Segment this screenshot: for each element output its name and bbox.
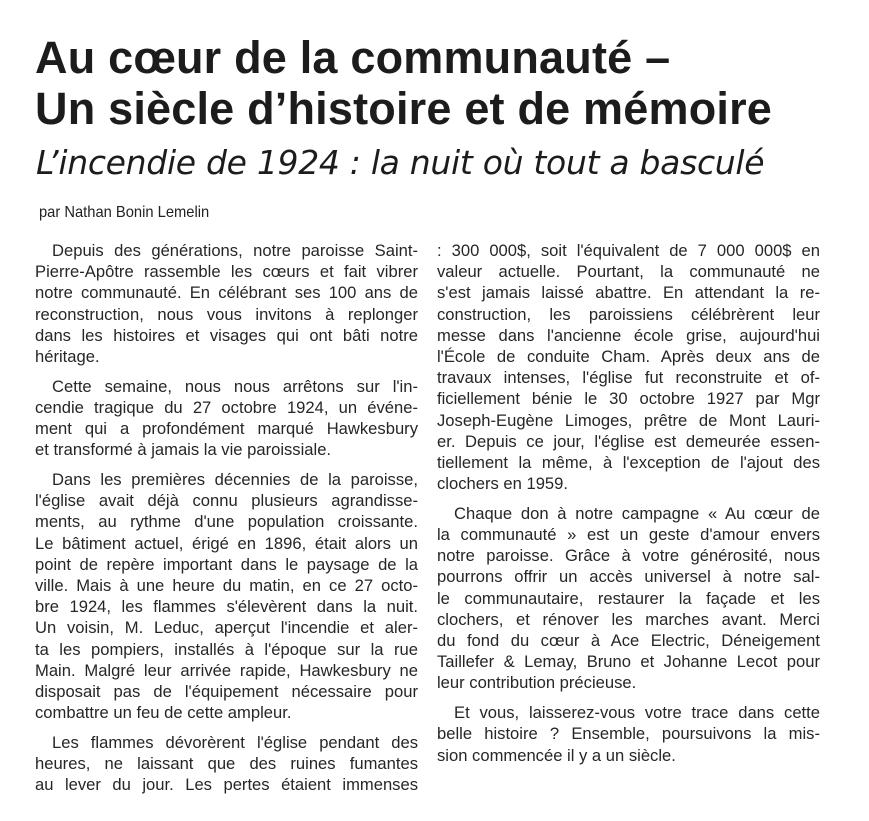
paragraph-line: cendie tragique du 27 octobre 1924, un événe- [35,397,418,417]
paragraph-line: ment qui a profondément marqué Hawkesbury [35,419,418,439]
paragraph [35,732,418,796]
paragraph-line: Taillefer & Lemay, Bruno et Johanne Lecot pour [437,652,820,672]
paragraph-line: la communauté » est un geste d'amour envers [437,525,820,545]
paragraph-line: notre communauté. En célébrant ses 100 ans de [35,283,418,303]
paragraph-line: Joseph-Eugène Limoges, prêtre de Mont Lauri- [437,410,820,430]
paragraph-line: ville. Mais à une heure du matin, en ce 27 octo- [35,576,418,595]
article-title-line-1: Au cœur de la communauté – [35,32,671,83]
paragraph-line: valeur actuelle. Pourtant, la communauté ne [437,262,820,282]
paragraph-line: clochers en 1959. [437,474,568,494]
paragraph-line: Cette semaine, nous nous arrêtons sur l'in- [52,376,418,396]
article-title [35,32,772,134]
paragraph-line: pourrons offrir un accès universel à notre sal- [437,567,820,587]
paragraph-line: bre 1924, les flammes s'élevèrent dans la nuit. [35,597,418,617]
paragraph-line: s'est jamais laissé abattre. En attendant la re- [437,283,820,303]
paragraph-line: ments, au rythme d'une population croissante. [35,512,418,532]
paragraph-line: dans les histoires et visages qui ont bâti notre [35,325,418,345]
paragraph-line: : 300 000$, soit l'équivalent de 7 000 000$ en [437,241,820,260]
paragraph-line: Et vous, laisserez-vous votre trace dans cette [454,703,820,723]
paragraph-line: Chaque don à notre campagne « Au cœur de [454,503,820,523]
paragraph-line: sion commencée il y a un siècle. [437,745,676,765]
paragraph-line: notre paroisse. Grâce à votre générosité, nous [437,546,820,566]
paragraph-line: reconstruction, nous vous invitons à replonger [35,304,418,324]
paragraph-line: point de repère important dans le paysage de la [35,554,418,574]
paragraph-line: belle histoire ? Ensemble, poursuivons la mis- [437,724,820,744]
text-column-right [437,240,820,774]
paragraph [437,503,820,694]
paragraph-line: Pierre-Apôtre rassemble les cœurs et fait vibrer [35,262,418,282]
paragraph-line: tiellement la même, à l'exception de l'ajout des [437,452,820,472]
paragraph-line: Un voisin, M. Leduc, aperçut l'incendie et aler- [35,618,418,638]
paragraph-line: du fond du cœur à Ace Electric, Déneigement [437,630,820,650]
paragraph [437,702,820,766]
paragraph-line: Main. Malgré leur arrivée rapide, Hawkesbury ne [35,660,418,680]
paragraph-line: Les flammes dévorèrent l'église pendant des [52,732,418,752]
paragraph-line: au lever du jour. Les pertes étaient immenses [35,775,418,795]
paragraph [35,240,418,367]
paragraph-line: l'École de conduite Cham. Après deux ans de [437,346,820,366]
paragraph-line: ficiellement bénie le 30 octobre 1927 par Mgr [437,389,820,409]
paragraph-line: clochers, et rénover les marches avant. Merci [437,609,820,629]
article-subtitle: L’incendie de 1924 : la nuit où tout a basculé [36,143,765,182]
paragraph-line: Le bâtiment actuel, érigé en 1896, était alors un [35,533,418,553]
paragraph [35,376,418,461]
paragraph-line: messe dans l'ancienne école grise, aujourd'hui [437,325,820,345]
paragraph-line: et transformé à jamais la vie paroissiale. [35,440,332,460]
text-column-left [35,240,418,804]
paragraph-line: heures, ne laissant que des ruines fumantes [35,754,418,774]
paragraph-line: construction, les paroissiens célébrèrent leur [437,304,820,324]
paragraph-line: leur contribution précieuse. [437,673,637,693]
paragraph-line: disposait pas de l'équipement nécessaire pour [35,681,418,701]
paragraph-line: le communautaire, restaurer la façade et les [437,588,820,608]
paragraph-line: combattre un feu de cette ampleur. [35,703,292,723]
paragraph-line: er. Depuis ce jour, l'église est demeurée essen- [437,431,820,451]
article-byline: par Nathan Bonin Lemelin [39,204,210,221]
paragraph-line: travaux intenses, l'église fut reconstruite et of- [437,368,820,388]
paragraph [35,469,418,723]
article-title-line-2: Un siècle d’histoire et de mémoire [35,83,773,134]
paragraph [437,240,820,494]
paragraph-line: l'église avait déjà connu plusieurs agrandisse- [35,491,418,511]
paragraph-line: Depuis des générations, notre paroisse Saint- [52,241,418,260]
paragraph-line: Dans les premières décennies de la paroisse, [52,470,418,490]
paragraph-line: héritage. [35,346,100,366]
paragraph-line: ta les pompiers, installés à l'époque sur la rue [35,639,418,659]
